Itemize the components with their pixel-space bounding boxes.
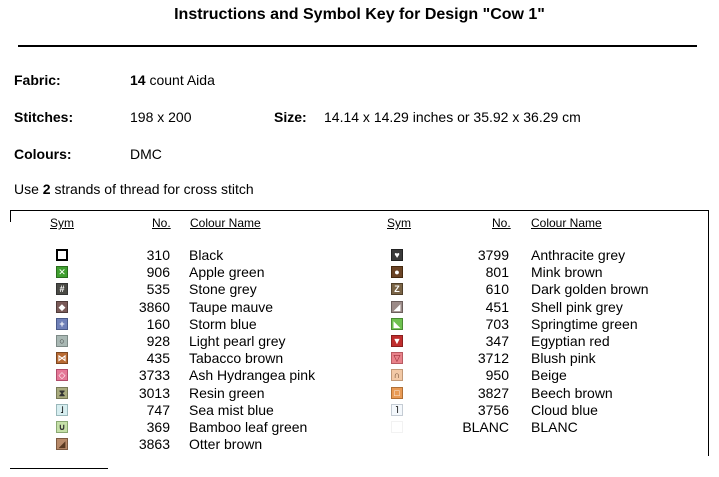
dmc-number: 451 (485, 298, 509, 315)
dmc-number: 369 (146, 419, 170, 435)
key-frame-top (10, 210, 709, 211)
size-value: 14.14 x 14.29 inches or 35.92 x 36.29 cm (324, 109, 581, 125)
symbol-key-row (56, 299, 369, 316)
symbol-key-row (56, 281, 369, 298)
symbol-swatch-icon: ▼ (392, 336, 402, 346)
symbol-swatch-icon: ✕ (56, 266, 68, 278)
symbol-key-row (391, 281, 711, 298)
fabric-type: count Aida (145, 72, 215, 88)
stitches-label: Stitches: (14, 109, 74, 125)
dmc-number: 310 (146, 247, 170, 263)
symbol-key-row (56, 333, 369, 350)
colour-name: Stone grey (189, 281, 257, 298)
dmc-number: 160 (146, 315, 170, 332)
symbol-swatch-icon: ∪ (56, 421, 68, 433)
symbol-swatch-icon: # (56, 283, 68, 295)
colour-name: Ash Hydrangea pink (189, 367, 316, 384)
header-name-right: Colour Name (531, 216, 602, 230)
colour-name: Dark golden brown (531, 281, 649, 298)
dmc-number: 3827 (477, 384, 509, 401)
symbol-swatch-icon: ◢ (391, 301, 403, 313)
fabric-label: Fabric: (14, 72, 61, 88)
symbol-swatch-icon: ○ (56, 335, 68, 347)
dmc-number: BLANC (462, 419, 509, 435)
dmc-number: 801 (485, 264, 509, 281)
symbol-swatch-icon: ◣ (391, 318, 403, 330)
instructions-text (14, 181, 254, 197)
symbol-key-row (391, 350, 711, 367)
symbol-key-row (391, 402, 711, 419)
colours-label: Colours: (14, 146, 72, 162)
symbol-key-row (391, 264, 711, 281)
colour-name: Anthracite grey (531, 247, 626, 263)
dmc-number: 703 (485, 315, 509, 332)
dmc-number: 928 (146, 333, 170, 349)
symbol-swatch-icon: ◢ (56, 438, 68, 450)
colour-name: Bamboo leaf green (189, 419, 308, 435)
symbol-key-row (56, 264, 369, 281)
colour-name: Light pearl grey (189, 333, 286, 349)
header-sym-right: Sym (387, 216, 411, 230)
symbol-swatch-icon: ∩ (391, 369, 403, 381)
symbol-swatch-icon: ⋈ (57, 353, 67, 364)
intro-suffix: strands of thread for cross stitch (50, 181, 254, 197)
colour-name: Resin green (189, 384, 265, 401)
dmc-number: 435 (146, 350, 170, 367)
symbol-swatch-icon (56, 249, 68, 261)
colour-name: Otter brown (189, 436, 263, 453)
colour-name: Sea mist blue (189, 401, 274, 418)
symbol-key-row (56, 436, 369, 453)
header-name-left: Colour Name (190, 216, 261, 230)
colour-name: Mink brown (531, 264, 603, 281)
header-no-right: No. (492, 216, 511, 230)
symbol-swatch-icon: ⧗ (56, 387, 68, 399)
dmc-number: 3712 (477, 350, 509, 367)
symbol-swatch-icon: ◇ (56, 369, 68, 381)
dmc-number: 3860 (138, 298, 170, 315)
dmc-number: 950 (485, 367, 509, 384)
dmc-number: 906 (146, 264, 170, 281)
stitches-value: 198 x 200 (130, 109, 192, 125)
dmc-number: 3799 (477, 247, 509, 263)
symbol-key-row (56, 419, 369, 436)
symbol-swatch-icon (391, 421, 403, 433)
symbol-key-row (391, 299, 711, 316)
key-frame-left (10, 210, 11, 222)
key-frame-bottom (10, 468, 108, 469)
colour-name: Beech brown (531, 384, 613, 401)
symbol-swatch-icon: □ (391, 387, 403, 399)
symbol-key-row (391, 419, 711, 436)
symbol-key-row (56, 367, 369, 384)
symbol-key-row (391, 367, 711, 384)
symbol-key-row (391, 333, 711, 350)
title-underline (18, 45, 697, 47)
colour-name: Blush pink (531, 350, 596, 367)
fabric-value (130, 72, 215, 88)
colour-name: Apple green (189, 264, 265, 281)
dmc-number: 610 (485, 281, 509, 298)
intro-prefix: Use (14, 181, 43, 197)
symbol-swatch-icon: + (56, 318, 68, 330)
colour-name: Tabacco brown (189, 350, 284, 367)
symbol-key-row (56, 385, 369, 402)
symbol-key-row (56, 247, 369, 264)
dmc-number: 3756 (477, 401, 509, 418)
symbol-swatch-icon: ◆ (56, 301, 68, 313)
page-title: Instructions and Symbol Key for Design "Cow 1" (174, 6, 545, 23)
symbol-swatch-icon: ▽ (391, 352, 403, 364)
symbol-key-row (391, 247, 711, 264)
symbol-swatch-icon: ♥ (391, 249, 403, 261)
colour-name: Black (189, 247, 224, 263)
dmc-number: 347 (485, 333, 509, 349)
colour-name: Taupe mauve (189, 298, 274, 315)
colour-name: Storm blue (189, 315, 257, 332)
colour-name: Shell pink grey (531, 298, 623, 315)
dmc-number: 3863 (138, 436, 170, 453)
colour-name: Beige (531, 367, 567, 384)
colour-name: Egyptian red (531, 333, 610, 349)
dmc-number: 3013 (138, 384, 170, 401)
symbol-key-row (56, 316, 369, 333)
fabric-count: 14 (130, 72, 146, 88)
size-label: Size: (274, 109, 307, 125)
symbol-key-row (56, 402, 369, 419)
dmc-number: 3733 (138, 367, 170, 384)
colour-name: BLANC (531, 419, 578, 435)
header-no-left: No. (152, 216, 171, 230)
colour-name: Cloud blue (531, 401, 598, 418)
symbol-key-row (391, 385, 711, 402)
symbol-swatch-icon: ● (391, 266, 403, 278)
colours-value: DMC (130, 146, 162, 162)
header-sym-left: Sym (50, 216, 74, 230)
symbol-key-row (391, 316, 711, 333)
dmc-number: 535 (146, 281, 170, 298)
strand-count: 2 (42, 181, 51, 197)
dmc-number: 747 (146, 401, 170, 418)
colour-name: Springtime green (531, 315, 638, 332)
symbol-swatch-icon: ˩ (56, 404, 68, 416)
symbol-swatch-icon: ˥ (391, 404, 403, 416)
symbol-key-row (56, 350, 369, 367)
symbol-swatch-icon: Z (391, 283, 403, 295)
